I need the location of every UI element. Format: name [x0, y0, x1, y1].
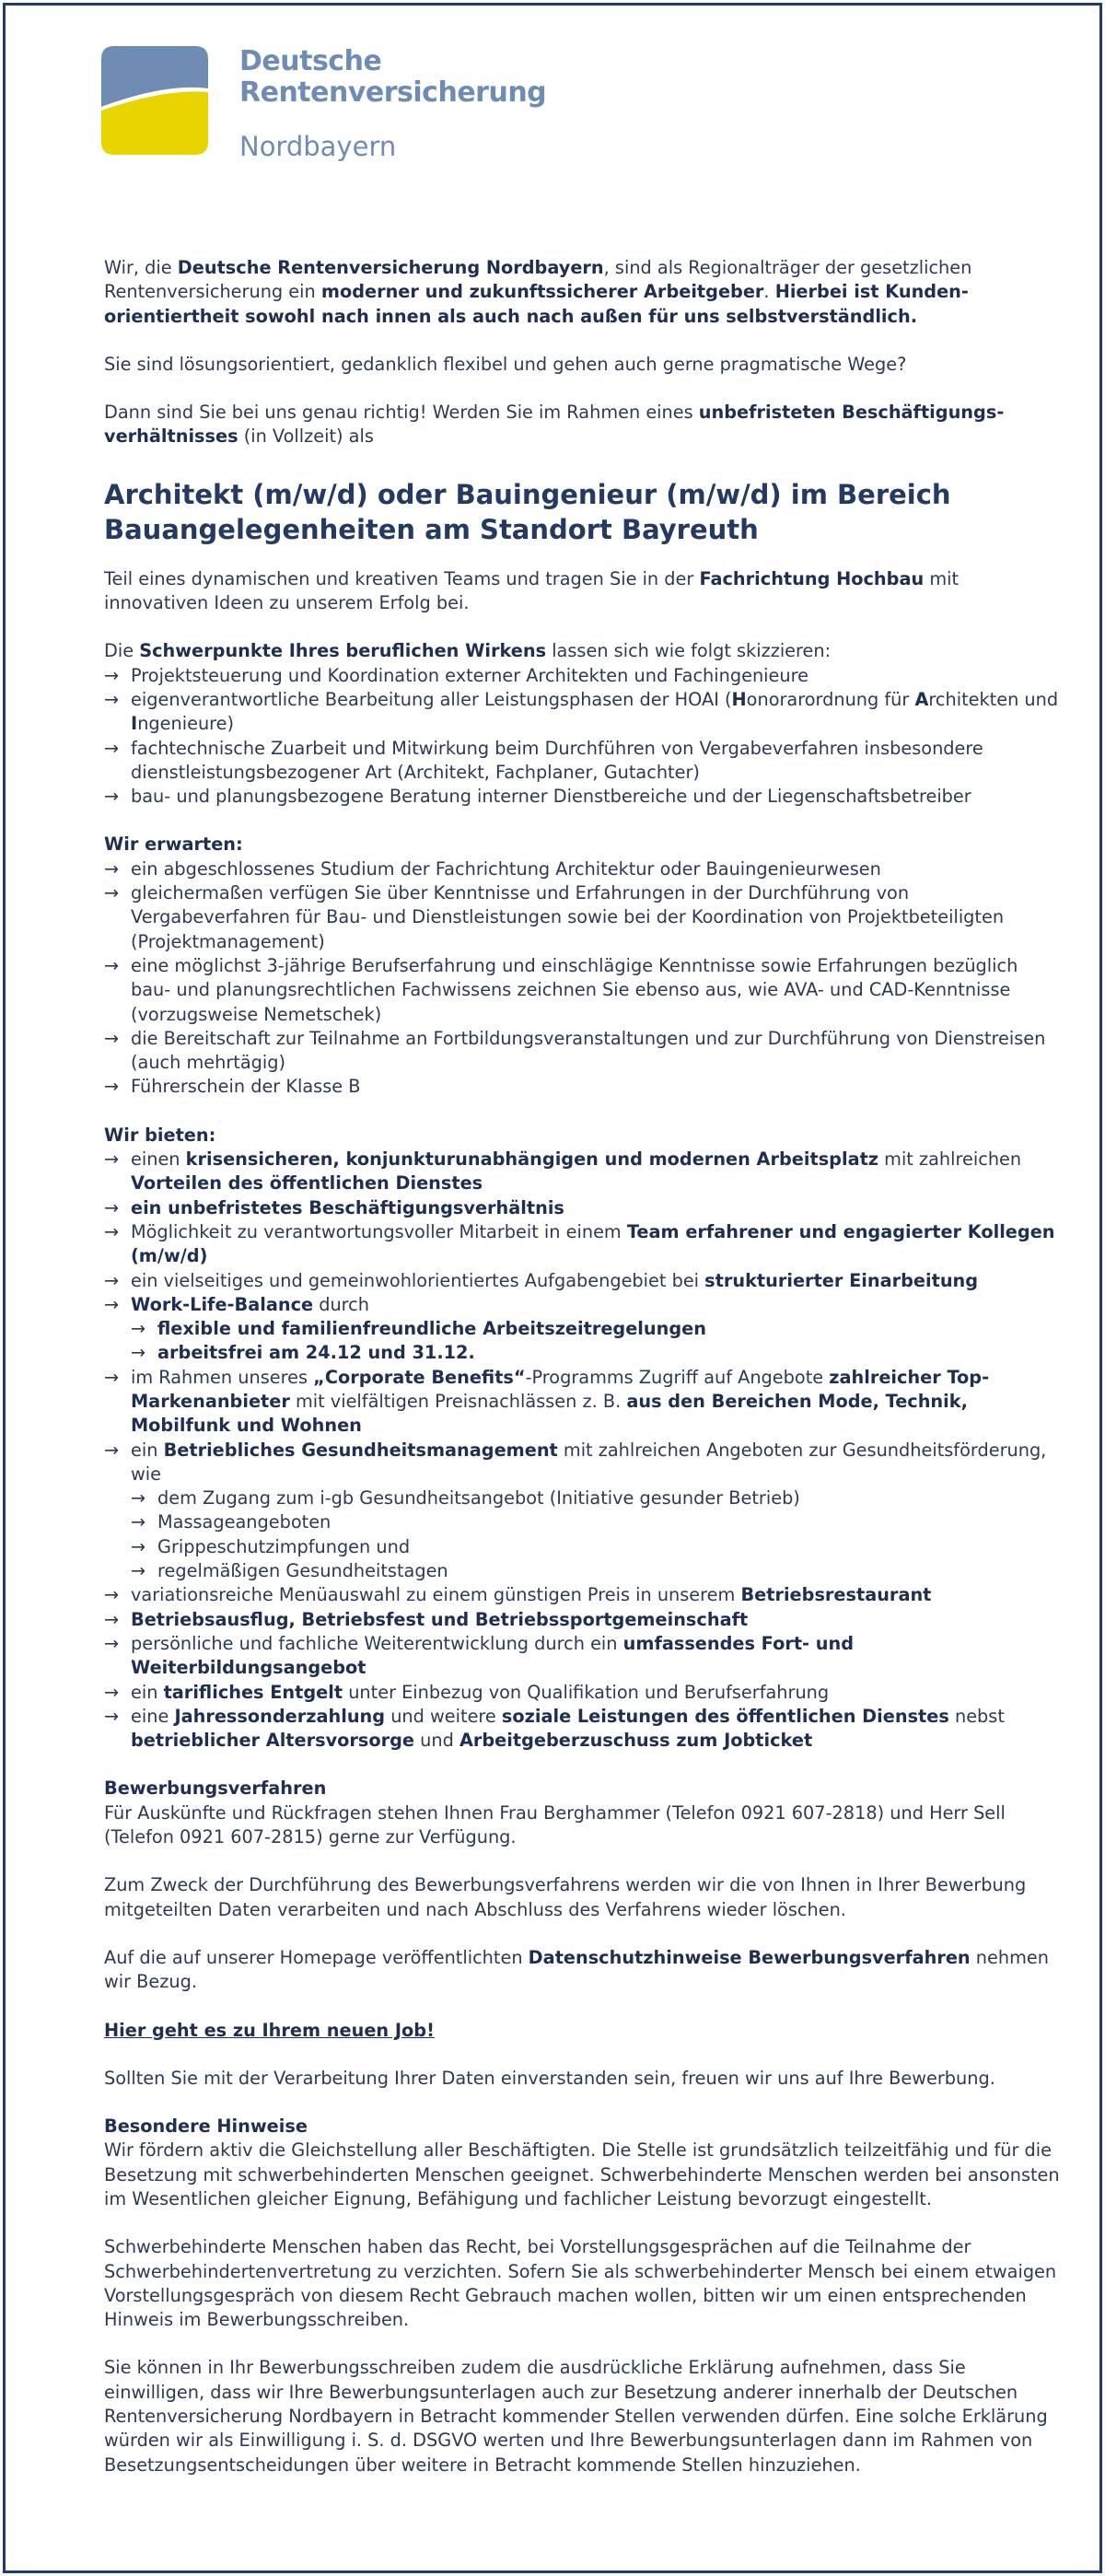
apply-consent-paragraph: Sollten Sie mit der Verarbeitung Ihrer Daten einverstanden sein, freuen wir uns auf Ihre Bewerbung.	[104, 2067, 995, 2089]
job-title: Architekt (m/w/d) oder Bauingenieur (m/w/d) im Bereich Bauangelegenheiten am Standort Bayreuth	[104, 478, 951, 545]
notes-heading: Besondere Hinweise	[104, 2116, 308, 2138]
drv-logo	[101, 45, 547, 166]
logo-line-2: Rentenversicherung	[239, 76, 547, 109]
list-item: → ein vielseitiges und gemeinwohlorientiertes Aufgabengebiet bei strukturierter Einarbeitung	[104, 1269, 1062, 1293]
apply-privacy-paragraph: Auf die auf unserer Homepage veröffentlichten Datenschutzhinweise Bewerbungsverfahren nehmen wir Bezug.	[104, 1946, 1049, 1993]
apply-contact-paragraph: Für Auskünfte und Rückfragen stehen Ihnen Frau Berghammer (Telefon 0921 607-2818) und Herr Sell (Telefon 0921 607-2815) gerne zur Verfügung.	[104, 1801, 1006, 1848]
offer-heading: Wir bieten:	[104, 1124, 216, 1146]
list-item: → bau- und planungsbezogene Beratung interner Dienstbereiche und der Liegenschaftsbetreiber	[104, 785, 1062, 809]
health-sublist	[131, 1486, 1062, 1583]
list-item: → arbeitsfrei am 24.12 und 31.12.	[131, 1341, 1062, 1365]
list-item: → Work-Life-Balance durch → flexible und familienfreundliche Arbeitszeitregelungen → arbeitsfrei am 24.12 und 31.12.	[104, 1293, 1062, 1366]
list-item: → die Bereitschaft zur Teilnahme an Fortbildungsveranstaltungen und zur Durchführung von Dienstreisen (auch mehrtägig)	[104, 1027, 1062, 1076]
list-item: → eine Jahressonderzahlung und weitere soziale Leistungen des öffentlichen Dienstes nebst betrieblicher Altersvorsorge und Arbeitgeberzuschuss zum Jobticket	[104, 1705, 1062, 1754]
intro-paragraph-1: Wir, die Deutsche Rentenversicherung Nordbayern, sind als Regionalträger der gesetzlichen Rentenversicherung ein moderner und zukunftssicherer Arbeitgeber. Hierbei ist Kundenorientiertheit sowohl nach innen als auch nach außen für uns selbstverständlich.	[104, 257, 972, 327]
duties-list	[104, 664, 1062, 810]
list-item: → eigenverantwortliche Bearbeitung aller Leistungsphasen der HOAI (Honorarordnung für Architekten und Ingenieure)	[104, 688, 1062, 737]
list-item: → fachtechnische Zuarbeit und Mitwirkung beim Durchführen von Vergabeverfahren insbesondere dienstleistungsbezogener Art (Architekt, Fachplaner, Gutachter)	[104, 737, 1062, 786]
list-item: → gleichermaßen verfügen Sie über Kenntnisse und Erfahrungen in der Durchführung von Vergabeverfahren für Bau- und Dienstleistungen sowie bei der Koordination von Projektbeteiligten (Projektmanagement)	[104, 881, 1062, 954]
work-life-sublist	[131, 1317, 1062, 1366]
team-paragraph: Teil eines dynamischen und kreativen Teams und tragen Sie in der Fachrichtung Hochbau mit innovativen Ideen zu unserem Erfolg bei.	[104, 567, 960, 614]
intro-paragraph-2: Sie sind lösungsorientiert, gedanklich flexibel und gehen auch gerne pragmatische Wege?	[104, 353, 907, 375]
list-item: → ein tarifliches Entgelt unter Einbezug von Qualifikation und Berufserfahrung	[104, 1681, 1062, 1705]
privacy-notice-link[interactable]: Datenschutzhinweise Bewerbungsverfahren	[528, 1946, 971, 1968]
notes-paragraph-1: Wir fördern aktiv die Gleichstellung aller Beschäftigten. Die Stelle ist grundsätzlich teilzeitfähig und für die Besetzung mit schwerbehinderten Menschen geeignet. Schwerbehinderte Menschen werden bei ansonsten im Wesentlichen gleicher Eignung, Befähigung und fachlicher Leistung bevorzugt eingestellt.	[104, 2139, 1060, 2209]
list-item: → einen krisensicheren, konjunkturunabhängigen und modernen Arbeitsplatz mit zahlreichen Vorteilen des öffentlichen Dienstes	[104, 1148, 1062, 1196]
logo-line-1: Deutsche	[239, 45, 382, 77]
intro-paragraph-3: Dann sind Sie bei uns genau richtig! Werden Sie im Rahmen eines unbefristeten Beschäftigungsverhältnisses (in Vollzeit) als	[104, 402, 1005, 448]
list-item: → ein abgeschlossenes Studium der Fachrichtung Architektur oder Bauingenieurwesen	[104, 857, 1062, 881]
list-item: → ein Betriebliches Gesundheitsmanagement mit zahlreichen Angeboten zur Gesundheitsförderung, wie → dem Zugang zum i-gb Gesundheitsangebot (Initiative gesunder Betrieb) → Massageangeboten → Grippeschutzimpfungen und → regelmäßigen Gesundheitstagen	[104, 1439, 1062, 1584]
logo-line-3: Nordbayern	[239, 131, 397, 162]
list-item: → variationsreiche Menüauswahl zu einem günstigen Preis in unserem Betriebsrestaurant	[104, 1583, 1062, 1607]
job-ad-body	[104, 256, 1062, 2477]
drv-logo-mark	[101, 46, 208, 155]
apply-job-link[interactable]: Hier geht es zu Ihrem neuen Job!	[104, 2019, 435, 2041]
expect-heading: Wir erwarten:	[104, 833, 243, 856]
notes-paragraph-3: Sie können in Ihr Bewerbungsschreiben zudem die ausdrückliche Erklärung aufnehmen, dass Sie einwilligen, dass wir Ihre Bewerbungsunterlagen auch zur Besetzung anderer innerhalb der Deutschen Rentenversicherung Nordbayern in Betracht kommender Stellen verwenden dürfen. Eine solche Erklärung würden wir als Einwilligung i. S. d. DSGVO werten und Ihre Bewerbungsunterlagen dann im Rahmen von Besetzungsentscheidungen über weitere in Betracht kommende Stellen hinzuziehen.	[104, 2357, 1048, 2476]
offer-list	[104, 1148, 1062, 1753]
duties-lead: Die Schwerpunkte Ihres beruflichen Wirkens lassen sich wie folgt skizzieren:	[104, 640, 832, 662]
list-item: → ein unbefristetes Beschäftigungsverhältnis	[104, 1196, 1062, 1220]
list-item: → eine möglichst 3-jährige Berufserfahrung und einschlägige Kenntnisse sowie Erfahrungen bezüglich bau- und planungsrechtlichen Fachwissens zeichnen Sie ebenso aus, wie AVA- und CAD-Kenntnisse (vorzugsweise Nemetschek)	[104, 954, 1062, 1027]
list-item: → flexible und familienfreundliche Arbeitszeitregelungen	[131, 1317, 1062, 1341]
expect-list	[104, 857, 1062, 1100]
apply-data-paragraph: Zum Zweck der Durchführung des Bewerbungsverfahrens werden wir die von Ihnen in Ihrer Bewerbung mitgeteilten Daten verarbeiten und nach Abschluss des Verfahrens wieder löschen.	[104, 1874, 1027, 1920]
list-item: → Projektsteuerung und Koordination externer Architekten und Fachingenieure	[104, 664, 1062, 688]
list-item: → im Rahmen unseres „Corporate Benefits“-Programms Zugriff auf Angebote zahlreicher Top-Markenanbieter mit vielfältigen Preisnachlässen z. B. aus den Bereichen Mode, Technik, Mobilfunk und Wohnen	[104, 1366, 1062, 1439]
list-item: → regelmäßigen Gesundheitstagen	[131, 1559, 1062, 1583]
list-item: → dem Zugang zum i-gb Gesundheitsangebot (Initiative gesunder Betrieb)	[131, 1486, 1062, 1510]
job-link-paragraph	[104, 2019, 1062, 2043]
apply-heading: Bewerbungsverfahren	[104, 1778, 327, 1800]
list-item: → Führerschein der Klasse B	[104, 1075, 1062, 1099]
list-item: → Massageangeboten	[131, 1510, 1062, 1534]
list-item: → Möglichkeit zu verantwortungsvoller Mitarbeit in einem Team erfahrener und engagierter Kollegen (m/w/d)	[104, 1220, 1062, 1269]
list-item: → persönliche und fachliche Weiterentwicklung durch ein umfassendes Fort- und Weiterbildungsangebot	[104, 1632, 1062, 1681]
list-item: → Betriebsausflug, Betriebsfest und Betriebssportgemeinschaft	[104, 1608, 1062, 1632]
notes-paragraph-2: Schwerbehinderte Menschen haben das Recht, bei Vorstellungsgesprächen auf die Teilnahme der Schwerbehindertenvertretung zu verzichten. Sofern Sie als schwerbehinderter Mensch bei einem etwaigen Vorstellungsgespräch von diesem Recht Gebrauch machen wollen, bitten wir um einen entsprechenden Hinweis im Bewerbungsschreiben.	[104, 2236, 1057, 2331]
list-item: → Grippeschutzimpfungen und	[131, 1535, 1062, 1559]
